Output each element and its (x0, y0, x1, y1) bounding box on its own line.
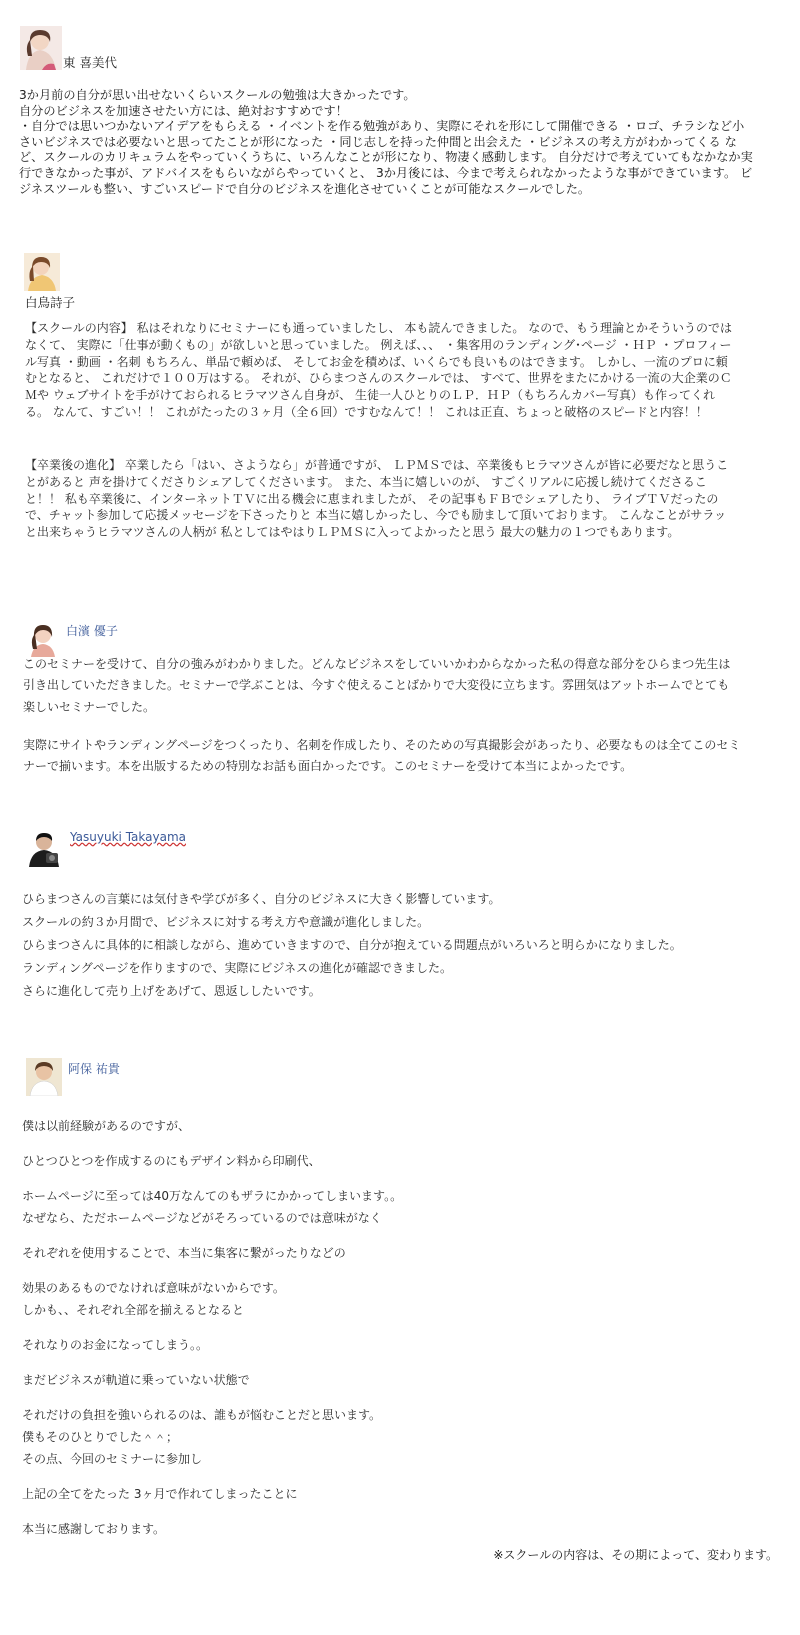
testimonial-5-line: ホームページに至っては40万なんてのもザラにかかってしまいます。。 (22, 1189, 403, 1203)
testimonial-5-line: 上記の全てをたった 3ヶ月で作れてしまったことに (22, 1487, 298, 1501)
testimonial-5-line: それだけの負担を強いられるのは、誰もが悩むことだと思います。 (22, 1408, 382, 1422)
testimonial-5-line: 効果のあるものでなければ意味がないからです。 (22, 1281, 285, 1295)
testimonial-5-line: それなりのお金になってしまう。。 (22, 1338, 209, 1352)
testimonial-5-line: ひとつひとつを作成するのにもデザイン料から印刷代、 (22, 1154, 321, 1168)
testimonial-4-line: さらに進化して売り上げをあげて、恩返ししたいです。 (22, 984, 321, 998)
testimonial-1-body: 3か月前の自分が思い出せないくらいスクールの勉強は大きかったです。 自分のビジネスを加速させたい方には、絶対おすすめです！ ・自分では思いつかないアイデアをもらえる ・イベントを作る勉強があり、実際にそれを形にして開催できる ・ロゴ、チラシなど小さいビジネスでは必要ないと思ってたことが形になった ・同じ志しを持った仲間と出会えた ・ビジネスの考え方がわかってくる など、スクールのカリキュラムをやっていくうちに、いろんなことが形になり、物凄く感動します。 自分だけで考えていてもなかなか実行できなかった事が、アドバイスをもらいながらやっていくと、 3か月後には、今まで考えられなかったような事ができています。 ビジネスツールも整い、すごいスピードで自分のビジネスを進化させていくことが可能なスクールでした。 (19, 88, 753, 196)
avatar-abo (26, 1058, 62, 1096)
testimonial-2-body-2: 【卒業後の進化】 卒業したら「はい、さようなら」が普通ですが、 ＬＰＭＳでは、卒業後もヒラマツさんが皆に必要だなと思うことがあると 声を掛けてくださりシェアしてくださいます。 また、本当に嬉しいのが、 すごくリアルに応援し続けてくださること！！ 私も卒業後に、インターネットＴＶに出る機会に恵まれましたが、 その記事もＦＢでシェアしたり、 ライブＴＶだったので、チャット参加して応援メッセージを下さったりと 本当に嬉しかったし、今でも励まして頂いております。 こんなことがサラッと出来ちゃうヒラマツさんの人柄が 私としてはやはりＬＰＭＳに入ってよかったと思う 最大の魅力の１つでもあります。 (25, 458, 729, 540)
testimonial-5-line: その点、今回のセミナーに参加し (22, 1452, 203, 1466)
testimonial-2-body-1: 【スクールの内容】 私はそれなりにセミナーにも通っていましたし、 本も読んできました。 なので、もう理論とかそういうのではなくて、 実際に「仕事が動くもの」が欲しいと思っていました。 例えば、、、 ・集客用のランディング･ページ ・ＨＰ ・プロフィール写真 ・動画 ・名刺 もちろん、単品で頼めば、 そしてお金を積めば、いくらでも良いものはできます。 しかし、一流のプロに頼むとなると、 これだけで１００万はする。 それが、ひらまつさんのスクールでは、 すべて、世界をまたにかける一流の大企業のＣＭや ウェブサイトを手がけておられるヒラマツさん自身が、 生徒一人ひとりのＬＰ．ＨＰ（もちろんカバー写真）も作ってくれる。 なんて、すごい！！ これがたったの３ヶ月（全６回）ですむなんて！！ これは正直、ちょっと破格のスピードと内容！！ (25, 321, 732, 419)
testimonial-4-line: スクールの約３か月間で、ビジネスに対する考え方や意識が進化しました。 (22, 915, 430, 929)
testimonial-5-line: しかも、、それぞれ全部を揃えるとなると (22, 1303, 245, 1317)
testimonial-4-line: ひらまつさんの言葉には気付きや学びが多く、自分のビジネスに大きく影響しています。 (22, 892, 501, 906)
testimonial-4-line: ひらまつさんに具体的に相談しながら、進めていきますので、自分が抱えている問題点がいろいろと明らかになりました。 (22, 938, 682, 952)
avatar-shirahama (26, 621, 60, 657)
testimonial-1-name: 東 喜美代 (63, 55, 117, 70)
testimonial-5-name: 阿保 祐貴 (68, 1062, 120, 1076)
testimonial-3-body-2: 実際にサイトやランディングページをつくったり、名刺を作成したり、そのための写真撮影会があったり、必要なものは全てこのセミナーで揃います。本を出版するための特別なお話も面白かったです。このセミナーを受けて本当によかったです。 (23, 738, 741, 774)
testimonial-4-name-text: Yasuyuki Takayama (70, 830, 186, 844)
avatar-shiratori (24, 253, 60, 291)
testimonial-3-name: 白濱 優子 (66, 624, 118, 638)
testimonial-5-line: なぜなら、ただホームページなどがそろっているのでは意味がなく (22, 1211, 382, 1225)
testimonial-2-name: 白鳥詩子 (25, 295, 76, 310)
footnote: ※スクールの内容は、その期によって、変わります。 (493, 1548, 778, 1562)
testimonial-5-line: 本当に感謝しております。 (22, 1522, 166, 1536)
testimonial-5-line: それぞれを使用することで、本当に集客に繋がったりなどの (22, 1246, 346, 1260)
testimonial-4-name (70, 830, 186, 844)
testimonial-5-line: 僕もそのひとりでした＾＾； (22, 1430, 179, 1444)
avatar-takayama (26, 829, 62, 867)
testimonial-3-body-1: このセミナーを受けて、自分の強みがわかりました。どんなビジネスをしていいかわからなかった私の得意な部分をひらまつ先生は引き出していただきました。セミナーで学ぶことは、今すぐ使えることばかりで大変役に立ちます。雰囲気はアットホームでとても楽しいセミナーでした。 (23, 657, 731, 714)
avatar-higashi (20, 26, 62, 70)
testimonial-5-line: まだビジネスが軌道に乗っていない状態で (22, 1373, 250, 1387)
testimonial-5-line: 僕は以前経験があるのですが、 (22, 1119, 191, 1133)
testimonial-4-line: ランディングページを作りますので、実際にビジネスの進化が確認できました。 (22, 961, 452, 975)
